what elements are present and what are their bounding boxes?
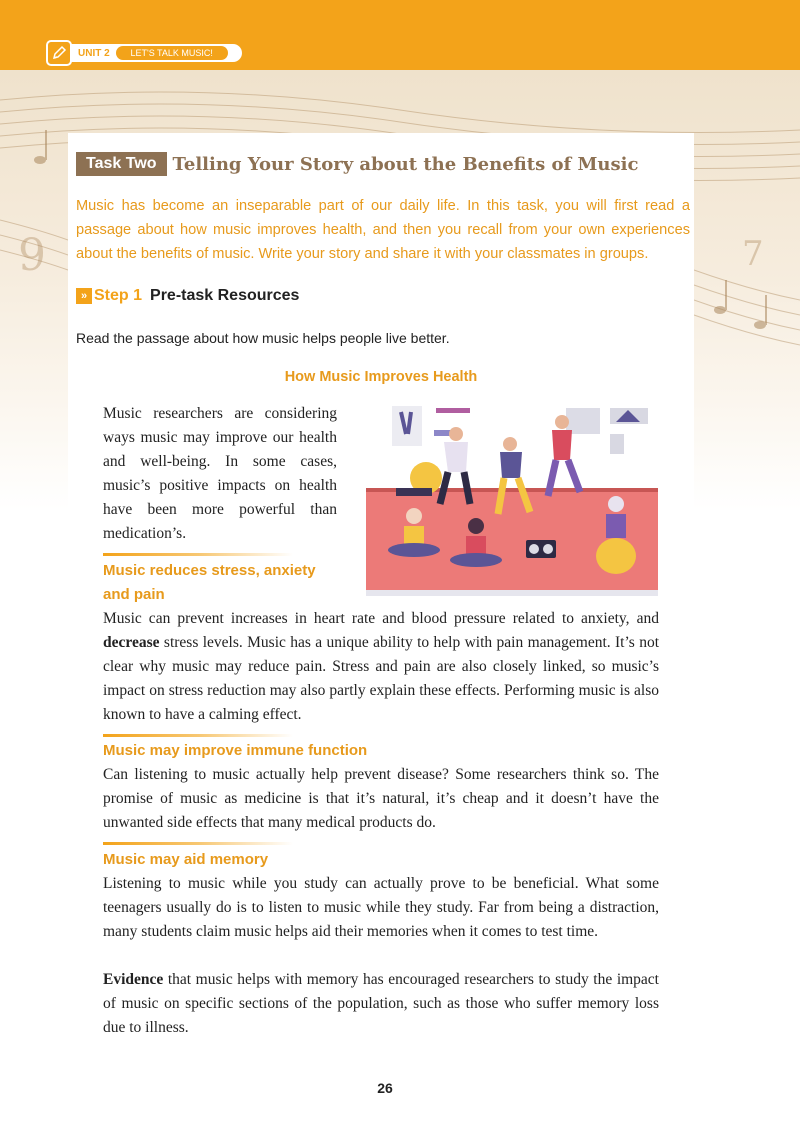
task-heading — [76, 152, 638, 176]
bold-term: Evidence — [103, 971, 164, 988]
section-divider — [103, 842, 293, 845]
svg-text:9: 9 — [18, 230, 46, 281]
section-heading: Music reduces stress, anxiety and pain — [103, 562, 316, 603]
page-number: 26 — [377, 1080, 393, 1096]
section-paragraph — [103, 968, 659, 1040]
unit-title: LET'S TALK MUSIC! — [116, 46, 228, 60]
unit-tag — [44, 42, 244, 64]
pencil-icon — [46, 40, 72, 66]
step-label: Step 1 — [94, 287, 143, 304]
double-chevron-icon: » — [76, 288, 92, 304]
passage-title: How Music Improves Health — [284, 369, 478, 385]
task-intro: Music has become an inseparable part of our daily life. In this task, you will first read a passage about how music improves health, and then you recall from your own experiences about the benefits of music. Write your story and share it with your classmates in groups. — [76, 198, 690, 262]
passage-intro: Music researchers are considering ways music may improve our health and well-being. In some cases, music’s positive impacts on health have been more powerful than medication’s. — [103, 405, 337, 542]
reading-instruction: Read the passage about how music helps people live better. — [76, 330, 450, 346]
exercise-illustration — [366, 404, 658, 596]
paragraph-text: that music helps with memory has encouraged researchers to study the impact of music on specific sections of the population, such as those who suffer memory loss due to illness. — [103, 971, 659, 1036]
task-title: Telling Your Story about the Benefits of Music — [172, 153, 639, 175]
task-badge: Task Two — [76, 152, 167, 176]
paragraph-text: Music can prevent increases in heart rate and blood pressure related to anxiety, and — [103, 610, 659, 627]
section-paragraph: Listening to music while you study can actually prove to be beneficial. What some teenagers usually do is to listen to music while they study. Far from being a distraction, many students claim music helps aid their memories when it comes to test time. — [103, 875, 659, 940]
step-heading — [76, 287, 299, 305]
unit-label: UNIT 2 — [78, 47, 110, 59]
paragraph-text: stress levels. Music has a unique ability to help with pain management. It’s not clear why music may reduce pain. Stress and pain are also closely linked, so music’s impact on stress reduction may also partly explain these effects. Performing music is also known to have a calming effect. — [103, 634, 659, 723]
section-heading: Music may improve immune function — [103, 742, 368, 759]
section-divider — [103, 553, 293, 556]
bold-term: decrease — [103, 634, 160, 651]
section-heading: Music may aid memory — [103, 851, 269, 868]
section-paragraph: Can listening to music actually help prevent disease? Some researchers think so. The promise of music as medicine is that it’s natural, it’s cheap and it doesn’t have the unwanted side effects that many medical products do. — [103, 766, 659, 831]
section-divider — [103, 734, 293, 737]
step-title: Pre-task Resources — [150, 287, 300, 304]
section-paragraph — [103, 607, 659, 727]
svg-text:7: 7 — [742, 234, 764, 274]
